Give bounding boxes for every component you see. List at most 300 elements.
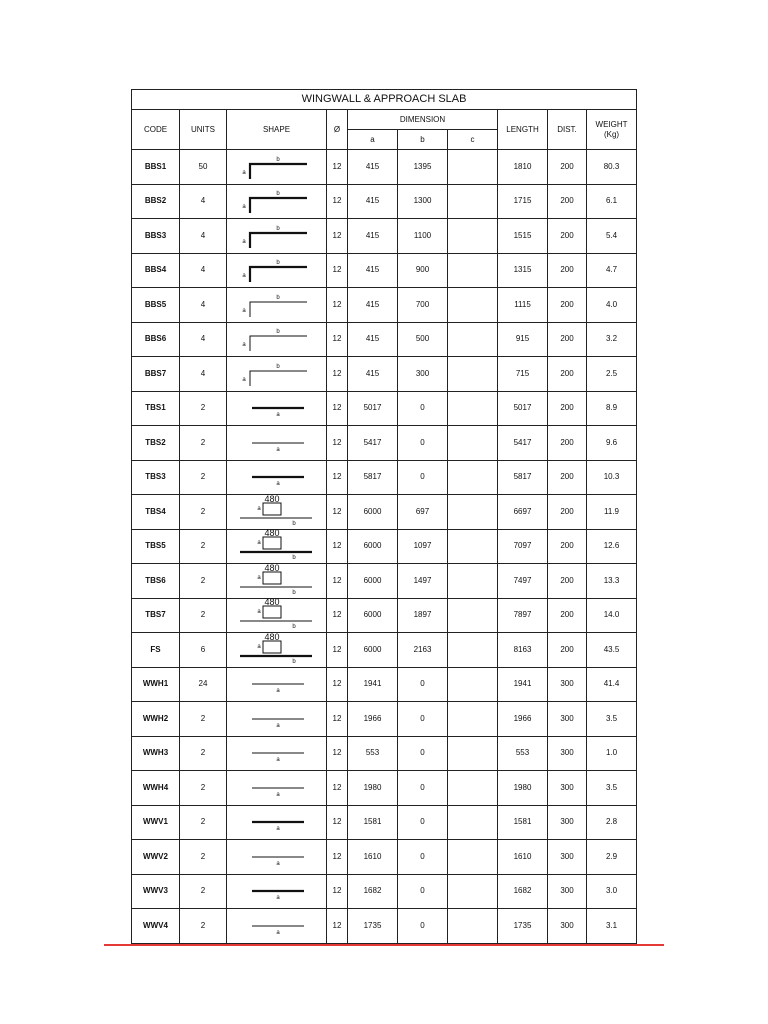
- cell-dist: 300: [548, 909, 587, 944]
- cell-length: 6697: [498, 495, 548, 530]
- cell-shape: [227, 391, 327, 426]
- cell-dist: 300: [548, 667, 587, 702]
- svg-text:a: a: [275, 481, 280, 488]
- svg-text:480: 480: [263, 493, 280, 504]
- cell-length: 1735: [498, 909, 548, 944]
- header-dim-b: b: [398, 130, 448, 150]
- cell-b: 697: [398, 495, 448, 530]
- cell-code: BBS2: [132, 184, 180, 219]
- cell-dist: 300: [548, 840, 587, 875]
- cell-a: 6000: [348, 564, 398, 599]
- svg-text:b: b: [291, 589, 296, 596]
- svg-text:480: 480: [263, 562, 280, 573]
- cell-dist: 200: [548, 288, 587, 323]
- cell-dia: 12: [327, 219, 348, 254]
- cell-c: [448, 150, 498, 185]
- cell-shape: [227, 667, 327, 702]
- cell-weight: 3.5: [587, 702, 637, 737]
- cell-code: TBS3: [132, 460, 180, 495]
- cell-code: WWH1: [132, 667, 180, 702]
- cell-dist: 200: [548, 426, 587, 461]
- cell-c: [448, 391, 498, 426]
- cell-c: [448, 633, 498, 668]
- cell-c: [448, 253, 498, 288]
- table-row: [132, 874, 637, 909]
- header-diameter: Ø: [327, 110, 348, 150]
- cell-length: 1682: [498, 874, 548, 909]
- cell-b: 700: [398, 288, 448, 323]
- cell-b: 0: [398, 771, 448, 806]
- cell-shape: [227, 357, 327, 392]
- cell-dist: 300: [548, 702, 587, 737]
- cell-weight: 2.5: [587, 357, 637, 392]
- cell-weight: 8.9: [587, 391, 637, 426]
- cell-units: 2: [180, 495, 227, 530]
- cell-dia: 12: [327, 702, 348, 737]
- cell-units: 2: [180, 771, 227, 806]
- cell-b: 0: [398, 840, 448, 875]
- cell-c: [448, 840, 498, 875]
- table-row: [132, 460, 637, 495]
- cell-code: TBS6: [132, 564, 180, 599]
- cell-dist: 200: [548, 219, 587, 254]
- cell-code: WWH4: [132, 771, 180, 806]
- cell-shape: [227, 150, 327, 185]
- hook-bar-diagram: [232, 562, 322, 596]
- table-row: [132, 495, 637, 530]
- cell-dia: 12: [327, 357, 348, 392]
- cell-weight: 3.5: [587, 771, 637, 806]
- cell-units: 2: [180, 840, 227, 875]
- cell-b: 1100: [398, 219, 448, 254]
- cell-code: BBS3: [132, 219, 180, 254]
- table-row: [132, 909, 637, 944]
- cell-b: 1897: [398, 598, 448, 633]
- svg-text:a: a: [256, 540, 261, 547]
- cell-b: 0: [398, 702, 448, 737]
- cell-shape: [227, 909, 327, 944]
- cell-dist: 200: [548, 460, 587, 495]
- svg-text:480: 480: [263, 631, 280, 642]
- cell-length: 7097: [498, 529, 548, 564]
- svg-text:b: b: [275, 294, 280, 301]
- cell-c: [448, 598, 498, 633]
- cell-dia: 12: [327, 840, 348, 875]
- cell-units: 2: [180, 805, 227, 840]
- cell-weight: 3.1: [587, 909, 637, 944]
- table-row: [132, 357, 637, 392]
- cell-code: WWV2: [132, 840, 180, 875]
- bent-bar-diagram: [232, 221, 322, 251]
- svg-text:a: a: [241, 238, 246, 245]
- straight-bar-diagram: [232, 807, 322, 837]
- cell-code: WWV3: [132, 874, 180, 909]
- cell-a: 6000: [348, 598, 398, 633]
- header-dim-c: c: [448, 130, 498, 150]
- cell-dia: 12: [327, 253, 348, 288]
- cell-shape: [227, 771, 327, 806]
- cell-length: 1115: [498, 288, 548, 323]
- cell-code: WWH3: [132, 736, 180, 771]
- cell-units: 4: [180, 253, 227, 288]
- table-row: [132, 391, 637, 426]
- cell-shape: [227, 322, 327, 357]
- svg-text:a: a: [275, 929, 280, 936]
- cell-a: 1581: [348, 805, 398, 840]
- cell-units: 4: [180, 322, 227, 357]
- cell-c: [448, 805, 498, 840]
- cell-dist: 200: [548, 598, 587, 633]
- cell-b: 0: [398, 805, 448, 840]
- cell-units: 2: [180, 736, 227, 771]
- cell-code: BBS4: [132, 253, 180, 288]
- cell-code: WWH2: [132, 702, 180, 737]
- svg-text:a: a: [275, 722, 280, 729]
- cell-a: 415: [348, 288, 398, 323]
- cell-weight: 3.0: [587, 874, 637, 909]
- cell-code: TBS1: [132, 391, 180, 426]
- cell-code: WWV1: [132, 805, 180, 840]
- cell-dia: 12: [327, 736, 348, 771]
- svg-text:b: b: [275, 191, 280, 198]
- cell-length: 1581: [498, 805, 548, 840]
- straight-bar-diagram: [232, 842, 322, 872]
- table-row: [132, 150, 637, 185]
- cell-length: 715: [498, 357, 548, 392]
- cell-weight: 9.6: [587, 426, 637, 461]
- table-row: [132, 598, 637, 633]
- table-row: [132, 322, 637, 357]
- svg-text:a: a: [275, 446, 280, 453]
- cell-b: 1395: [398, 150, 448, 185]
- table-row: [132, 529, 637, 564]
- cell-units: 2: [180, 391, 227, 426]
- cell-code: BBS5: [132, 288, 180, 323]
- bar-bending-schedule-table: [131, 89, 637, 944]
- cell-shape: [227, 736, 327, 771]
- header-row: [132, 110, 637, 130]
- straight-bar-diagram: [232, 876, 322, 906]
- cell-dia: 12: [327, 426, 348, 461]
- svg-text:a: a: [275, 688, 280, 695]
- cell-b: 900: [398, 253, 448, 288]
- cell-length: 1980: [498, 771, 548, 806]
- cell-a: 1610: [348, 840, 398, 875]
- cell-shape: [227, 253, 327, 288]
- cell-length: 553: [498, 736, 548, 771]
- cell-shape: [227, 805, 327, 840]
- cell-a: 6000: [348, 633, 398, 668]
- cell-a: 415: [348, 253, 398, 288]
- cell-units: 2: [180, 426, 227, 461]
- cell-a: 1682: [348, 874, 398, 909]
- cell-c: [448, 322, 498, 357]
- cell-dia: 12: [327, 771, 348, 806]
- hook-bar-diagram: [232, 597, 322, 631]
- cell-a: 5817: [348, 460, 398, 495]
- cell-dia: 12: [327, 288, 348, 323]
- cell-length: 1941: [498, 667, 548, 702]
- cell-dia: 12: [327, 874, 348, 909]
- cell-c: [448, 702, 498, 737]
- cell-shape: [227, 219, 327, 254]
- cell-b: 0: [398, 736, 448, 771]
- header-dim-a: a: [348, 130, 398, 150]
- header-shape: SHAPE: [227, 110, 327, 150]
- cell-code: TBS2: [132, 426, 180, 461]
- cell-weight: 2.8: [587, 805, 637, 840]
- cell-weight: 43.5: [587, 633, 637, 668]
- header-dist: DIST.: [548, 110, 587, 150]
- table-row: [132, 288, 637, 323]
- cell-b: 2163: [398, 633, 448, 668]
- svg-text:a: a: [256, 609, 261, 616]
- cell-length: 8163: [498, 633, 548, 668]
- cell-length: 1966: [498, 702, 548, 737]
- cell-a: 1941: [348, 667, 398, 702]
- cell-shape: [227, 529, 327, 564]
- header-dimension: DIMENSION: [348, 110, 498, 130]
- cell-length: 5817: [498, 460, 548, 495]
- cell-code: TBS5: [132, 529, 180, 564]
- cell-weight: 41.4: [587, 667, 637, 702]
- cell-b: 0: [398, 874, 448, 909]
- cell-code: BBS7: [132, 357, 180, 392]
- cell-dia: 12: [327, 633, 348, 668]
- cell-dist: 200: [548, 495, 587, 530]
- bent-bar-diagram: [232, 186, 322, 216]
- straight-bar-diagram: [232, 704, 322, 734]
- header-code: CODE: [132, 110, 180, 150]
- cell-units: 4: [180, 184, 227, 219]
- cell-dist: 300: [548, 736, 587, 771]
- cell-length: 7897: [498, 598, 548, 633]
- cell-dia: 12: [327, 184, 348, 219]
- cell-code: BBS6: [132, 322, 180, 357]
- svg-text:b: b: [291, 624, 296, 631]
- cell-dist: 300: [548, 771, 587, 806]
- cell-dia: 12: [327, 460, 348, 495]
- cell-a: 553: [348, 736, 398, 771]
- cell-dia: 12: [327, 667, 348, 702]
- svg-text:a: a: [275, 757, 280, 764]
- cell-c: [448, 736, 498, 771]
- red-bottom-rule: [104, 944, 664, 946]
- cell-a: 1966: [348, 702, 398, 737]
- cell-weight: 80.3: [587, 150, 637, 185]
- cell-units: 2: [180, 909, 227, 944]
- cell-a: 415: [348, 184, 398, 219]
- svg-text:a: a: [256, 505, 261, 512]
- cell-units: 2: [180, 702, 227, 737]
- cell-length: 1515: [498, 219, 548, 254]
- svg-text:b: b: [275, 225, 280, 232]
- svg-text:b: b: [291, 658, 296, 665]
- cell-shape: [227, 460, 327, 495]
- cell-units: 2: [180, 460, 227, 495]
- straight-bar-diagram: [232, 669, 322, 699]
- svg-text:a: a: [256, 574, 261, 581]
- cell-units: 4: [180, 288, 227, 323]
- cell-shape: [227, 288, 327, 323]
- cell-shape: [227, 874, 327, 909]
- cell-b: 500: [398, 322, 448, 357]
- header-weight-label: WEIGHT: [595, 119, 628, 129]
- cell-c: [448, 771, 498, 806]
- table-row: [132, 564, 637, 599]
- table-row: [132, 253, 637, 288]
- cell-b: 0: [398, 426, 448, 461]
- svg-text:a: a: [241, 307, 246, 314]
- cell-c: [448, 495, 498, 530]
- cell-b: 300: [398, 357, 448, 392]
- cell-dist: 200: [548, 391, 587, 426]
- cell-a: 415: [348, 357, 398, 392]
- cell-code: TBS4: [132, 495, 180, 530]
- cell-weight: 5.4: [587, 219, 637, 254]
- straight-bar-diagram: [232, 462, 322, 492]
- svg-text:a: a: [256, 643, 261, 650]
- cell-weight: 10.3: [587, 460, 637, 495]
- cell-b: 0: [398, 909, 448, 944]
- cell-c: [448, 667, 498, 702]
- cell-weight: 14.0: [587, 598, 637, 633]
- table-row: [132, 219, 637, 254]
- cell-shape: [227, 564, 327, 599]
- svg-text:a: a: [275, 826, 280, 833]
- cell-c: [448, 529, 498, 564]
- svg-text:480: 480: [263, 528, 280, 539]
- cell-units: 2: [180, 529, 227, 564]
- cell-dia: 12: [327, 805, 348, 840]
- cell-dia: 12: [327, 495, 348, 530]
- cell-dist: 200: [548, 253, 587, 288]
- cell-shape: [227, 598, 327, 633]
- cell-c: [448, 564, 498, 599]
- cell-shape: [227, 633, 327, 668]
- bent-bar-diagram: [232, 152, 322, 182]
- cell-a: 5417: [348, 426, 398, 461]
- svg-text:a: a: [275, 895, 280, 902]
- cell-dist: 200: [548, 184, 587, 219]
- cell-c: [448, 460, 498, 495]
- svg-text:a: a: [241, 204, 246, 211]
- svg-text:b: b: [275, 363, 280, 370]
- cell-code: BBS1: [132, 150, 180, 185]
- table-row: [132, 426, 637, 461]
- cell-weight: 12.6: [587, 529, 637, 564]
- table-row: [132, 184, 637, 219]
- bent-bar-diagram: [232, 359, 322, 389]
- svg-text:480: 480: [263, 597, 280, 608]
- cell-a: 6000: [348, 529, 398, 564]
- table-title: WINGWALL & APPROACH SLAB: [132, 90, 637, 110]
- cell-a: 415: [348, 322, 398, 357]
- cell-dist: 200: [548, 357, 587, 392]
- header-length: LENGTH: [498, 110, 548, 150]
- cell-length: 1315: [498, 253, 548, 288]
- cell-dia: 12: [327, 391, 348, 426]
- cell-c: [448, 426, 498, 461]
- svg-text:a: a: [241, 169, 246, 176]
- svg-text:b: b: [275, 329, 280, 336]
- cell-length: 7497: [498, 564, 548, 599]
- svg-text:b: b: [291, 555, 296, 562]
- cell-weight: 11.9: [587, 495, 637, 530]
- cell-a: 1735: [348, 909, 398, 944]
- straight-bar-diagram: [232, 428, 322, 458]
- cell-weight: 3.2: [587, 322, 637, 357]
- cell-shape: [227, 840, 327, 875]
- cell-dia: 12: [327, 909, 348, 944]
- cell-length: 1810: [498, 150, 548, 185]
- table-row: [132, 840, 637, 875]
- cell-units: 6: [180, 633, 227, 668]
- cell-dia: 12: [327, 564, 348, 599]
- cell-c: [448, 184, 498, 219]
- cell-shape: [227, 184, 327, 219]
- svg-text:b: b: [291, 520, 296, 527]
- table-row: [132, 771, 637, 806]
- cell-shape: [227, 495, 327, 530]
- table-row: [132, 667, 637, 702]
- cell-dia: 12: [327, 150, 348, 185]
- header-weight: [587, 110, 637, 150]
- table-row: [132, 633, 637, 668]
- cell-dia: 12: [327, 322, 348, 357]
- cell-units: 4: [180, 219, 227, 254]
- cell-a: 5017: [348, 391, 398, 426]
- cell-units: 2: [180, 564, 227, 599]
- header-units: UNITS: [180, 110, 227, 150]
- cell-a: 1980: [348, 771, 398, 806]
- cell-weight: 1.0: [587, 736, 637, 771]
- cell-dist: 200: [548, 322, 587, 357]
- cell-units: 4: [180, 357, 227, 392]
- svg-text:a: a: [241, 376, 246, 383]
- cell-dia: 12: [327, 529, 348, 564]
- cell-b: 0: [398, 667, 448, 702]
- svg-text:a: a: [275, 791, 280, 798]
- cell-weight: 13.3: [587, 564, 637, 599]
- cell-b: 0: [398, 391, 448, 426]
- svg-text:a: a: [241, 342, 246, 349]
- cell-dist: 300: [548, 805, 587, 840]
- svg-text:b: b: [275, 260, 280, 267]
- cell-dia: 12: [327, 598, 348, 633]
- cell-shape: [227, 702, 327, 737]
- cell-length: 915: [498, 322, 548, 357]
- cell-units: 24: [180, 667, 227, 702]
- cell-b: 1300: [398, 184, 448, 219]
- cell-b: 1497: [398, 564, 448, 599]
- hook-bar-diagram: [232, 631, 322, 665]
- bent-bar-diagram: [232, 324, 322, 354]
- table-row: [132, 805, 637, 840]
- cell-b: 1097: [398, 529, 448, 564]
- cell-units: 50: [180, 150, 227, 185]
- hook-bar-diagram: [232, 528, 322, 562]
- svg-text:b: b: [275, 156, 280, 163]
- cell-a: 415: [348, 219, 398, 254]
- hook-bar-diagram: [232, 493, 322, 527]
- cell-c: [448, 909, 498, 944]
- cell-length: 5017: [498, 391, 548, 426]
- cell-dist: 200: [548, 564, 587, 599]
- straight-bar-diagram: [232, 773, 322, 803]
- cell-code: WWV4: [132, 909, 180, 944]
- svg-text:a: a: [275, 860, 280, 867]
